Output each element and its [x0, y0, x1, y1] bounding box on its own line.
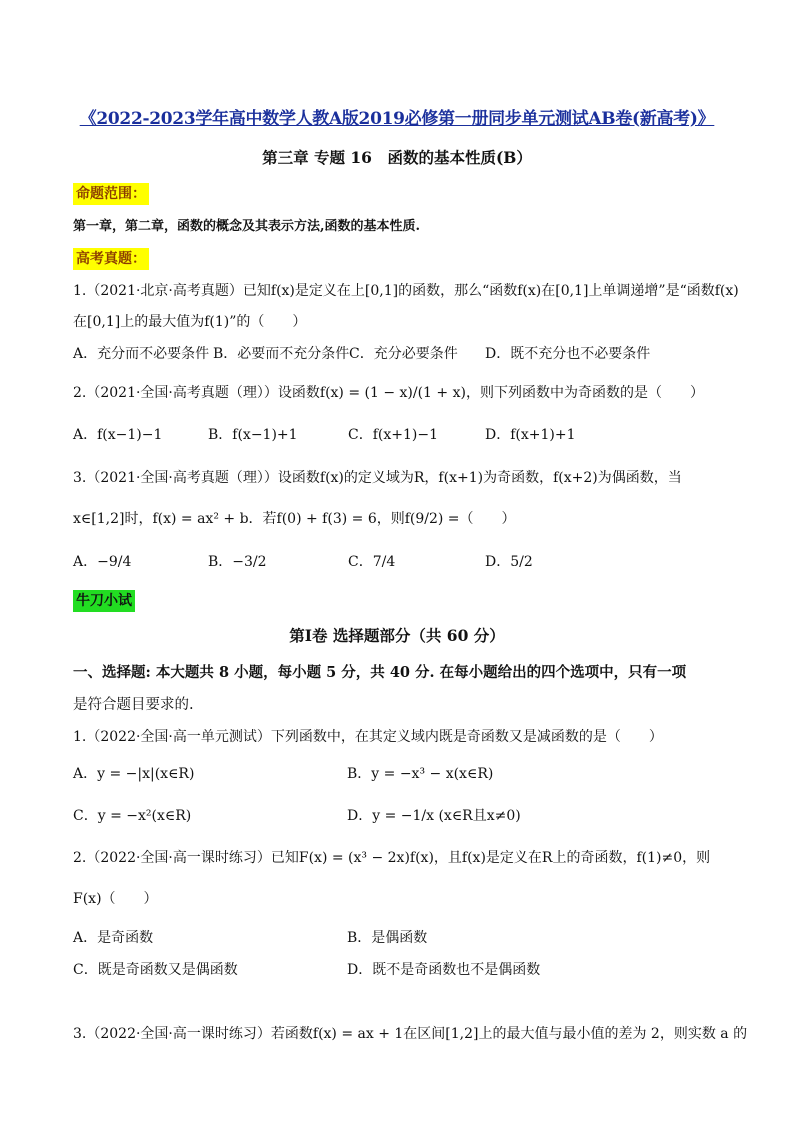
section-instructions-line2: 是符合题目要求的. [73, 697, 194, 713]
scope-label: 命题范围： [73, 183, 149, 205]
practice-q2-option-b: B．是偶函数 [347, 930, 428, 946]
practice-q1-option-d: D．y = −1/x (x∈R且x≠0) [347, 808, 521, 824]
option-c: C．7/4 [348, 554, 396, 570]
chapter-subtitle: 第三章 专题 16 函数的基本性质(B） [262, 148, 532, 167]
practice-q1-option-b: B．y = −x³ − x(x∈R) [347, 766, 494, 782]
gaokao-q3-line1: 3.（2021·全国·高考真题（理））设函数f(x)的定义域为R，f(x+1)为奇函数，f(x+2)为偶函数，当 [73, 470, 682, 486]
practice-q2-option-c: C．既是奇函数又是偶函数 [73, 962, 238, 978]
gaokao-label-row [73, 248, 149, 270]
practice-q1-option-a: A．y = −|x|(x∈R) [73, 766, 195, 782]
practice-q3-line1: 3.（2022·全国·高一课时练习）若函数f(x) = ax + 1在区间[1,2]上的最大值与最小值的差为 2，则实数 a 的 [73, 1026, 748, 1042]
section-instructions-line1: 一、选择题: 本大题共 8 小题，每小题 5 分，共 40 分. 在每小题给出的四个选项中，只有一项 [73, 664, 687, 681]
document-banner-title[interactable]: 《2022-2023学年高中数学人教A版2019必修第一册同步单元测试AB卷(新高考)》 [79, 109, 715, 129]
gaokao-q1-line2: 在[0,1]上的最大值为f(1)”的（ ） [73, 314, 307, 330]
scope-text: 第一章，第二章，函数的概念及其表示方法,函数的基本性质. [73, 219, 421, 234]
option-a: A．−9/4 [73, 554, 132, 570]
practice-q1-stem: 1.（2022·全国·高一单元测试）下列函数中，在其定义域内既是奇函数又是减函数的是（ ） [73, 729, 663, 745]
option-b: B．−3/2 [208, 554, 267, 570]
gaokao-label: 高考真题： [73, 248, 149, 270]
practice-q2-option-a: A．是奇函数 [73, 930, 154, 946]
practice-label: 牛刀小试 [73, 590, 135, 612]
gaokao-q2-options [73, 425, 723, 445]
gaokao-q3-line2: x∈[1,2]时，f(x) = ax² + b．若f(0) + f(3) = 6，则f(9/2) =（ ） [73, 511, 516, 527]
practice-q2-option-d: D．既不是奇函数也不是偶函数 [347, 962, 541, 978]
part-title: 第Ⅰ卷 选择题部分（共 60 分） [289, 626, 505, 645]
gaokao-q3-options [73, 552, 723, 572]
practice-q1-option-c: C．y = −x²(x∈R) [73, 808, 192, 824]
option-c: C．f(x+1)−1 [348, 427, 438, 443]
gaokao-q1-options [73, 344, 723, 364]
gaokao-q2-line1: 2.（2021·全国·高考真题（理））设函数f(x) = (1 − x)/(1 + x)，则下列函数中为奇函数的是（ ） [73, 385, 704, 401]
scope-label-row [73, 183, 149, 205]
option-b: B．必要而不充分条件 [213, 346, 350, 362]
option-b: B．f(x−1)+1 [208, 427, 298, 443]
option-d: D．既不充分也不必要条件 [485, 346, 651, 362]
option-a: A．f(x−1)−1 [73, 427, 163, 443]
option-d: D．f(x+1)+1 [485, 427, 576, 443]
practice-label-row [73, 590, 135, 612]
option-d: D．5/2 [485, 554, 533, 570]
practice-q2-line1: 2.（2022·全国·高一课时练习）已知F(x) = (x³ − 2x)f(x)，且f(x)是定义在R上的奇函数，f(1)≠0，则 [73, 850, 711, 866]
option-c: C．充分必要条件 [349, 346, 458, 362]
gaokao-q1-line1: 1.（2021·北京·高考真题）已知f(x)是定义在上[0,1]的函数，那么“函数f(x)在[0,1]上单调递增”是“函数f(x) [73, 283, 739, 299]
option-a: A．充分而不必要条件 [73, 346, 210, 362]
practice-q2-line2: F(x)（ ） [73, 891, 158, 907]
